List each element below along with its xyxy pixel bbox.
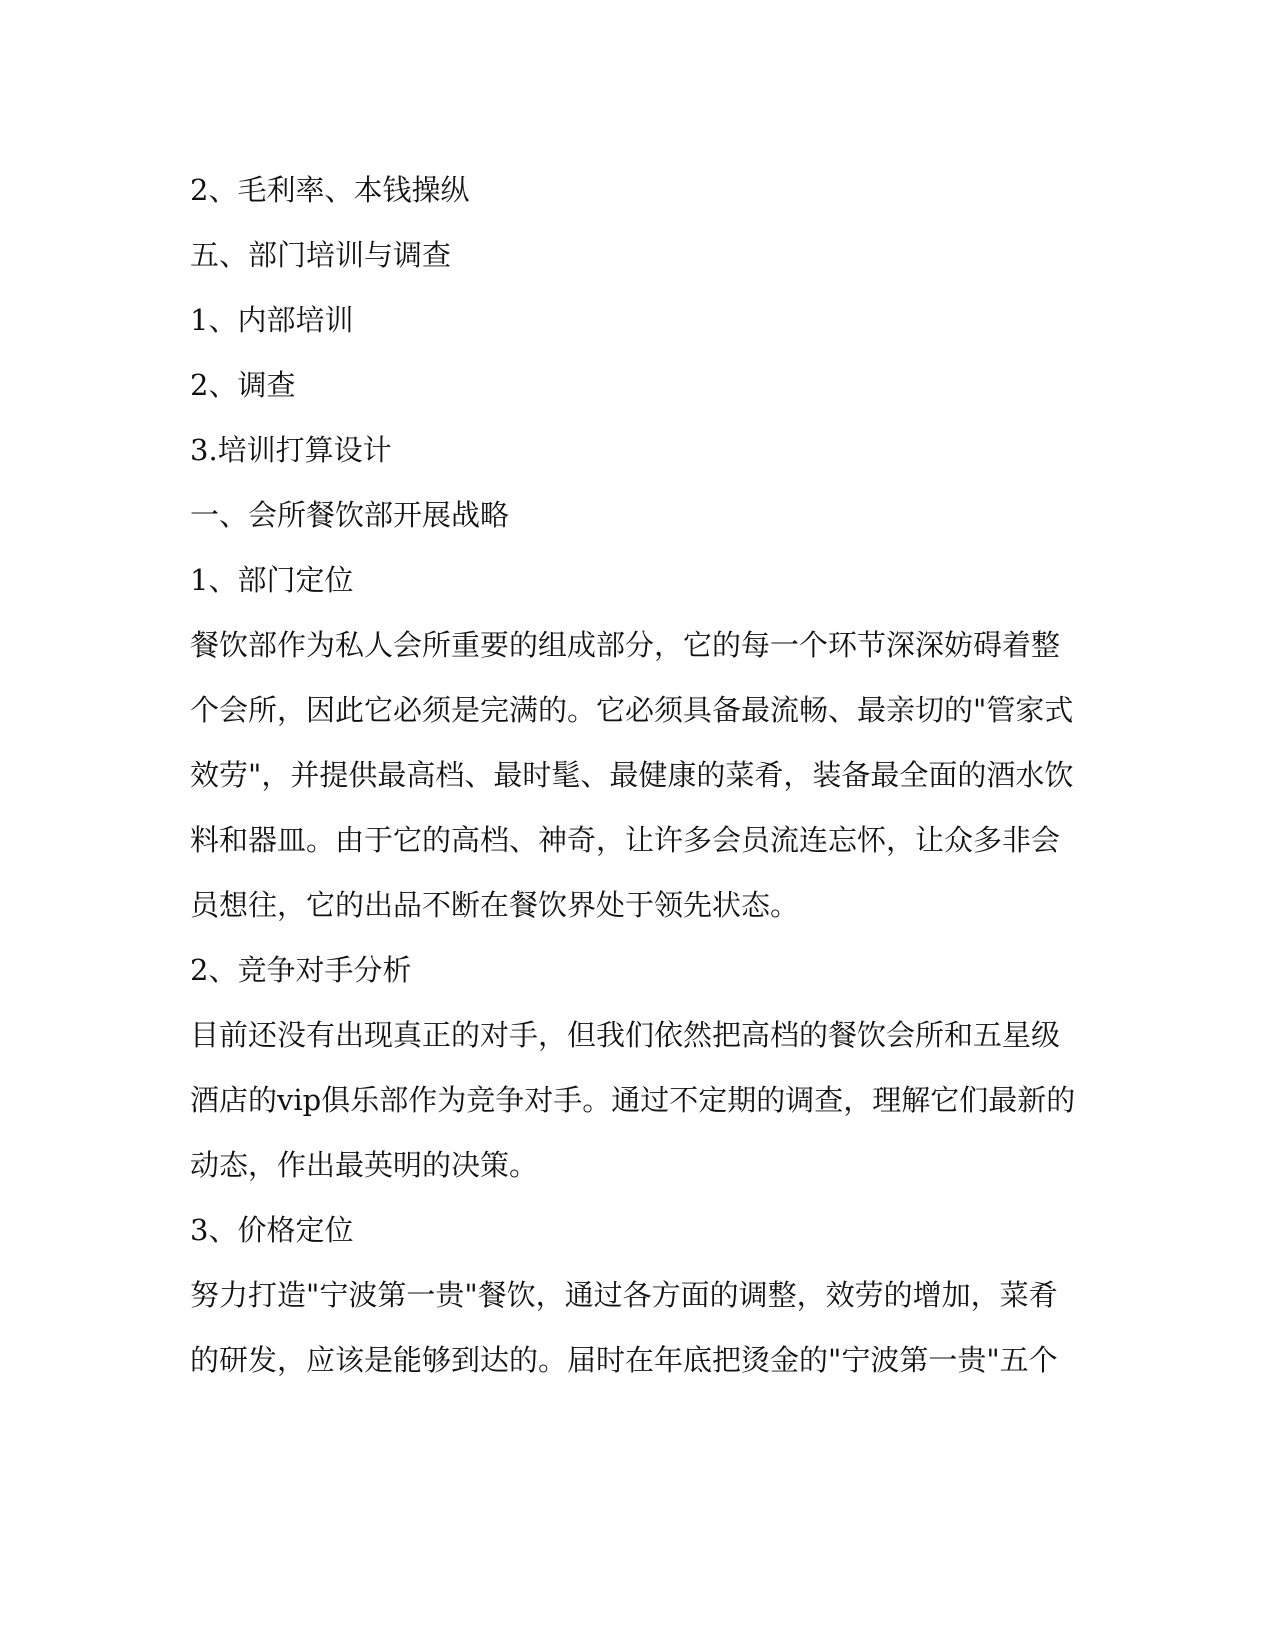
item-training-plan-design: 3.培训打算设计: [190, 433, 392, 467]
paragraph-line: 员想往，它的出品不断在餐饮界处于领先状态。: [190, 888, 800, 922]
paragraph-line: 效劳"，并提供最高档、最时髦、最健康的菜肴，装备最全面的酒水饮: [190, 758, 1074, 792]
paragraph-line: 餐饮部作为私人会所重要的组成部分，它的每一个环节深深妨碍着整: [190, 628, 1061, 662]
item-survey: 2、调查: [190, 368, 296, 402]
heading-section-one-strategy: 一、会所餐饮部开展战略: [190, 498, 510, 532]
paragraph-line: 努力打造"宁波第一贵"餐饮，通过各方面的调整，效劳的增加，菜肴: [190, 1278, 1058, 1312]
paragraph-line: 的研发，应该是能够到达的。届时在年底把烫金的"宁波第一贵"五个: [190, 1343, 1058, 1377]
paragraph-line: 目前还没有出现真正的对手，但我们依然把高档的餐饮会所和五星级: [190, 1018, 1061, 1052]
paragraph-line: 料和器皿。由于它的高档、神奇，让许多会员流连忘怀，让众多非会: [190, 823, 1061, 857]
paragraph-line: 个会所，因此它必须是完满的。它必须具备最流畅、最亲切的"管家式: [190, 693, 1074, 727]
item-department-positioning: 1、部门定位: [190, 563, 354, 597]
document-body: [190, 158, 1090, 1393]
paragraph-line: 动态，作出最英明的决策。: [190, 1148, 539, 1182]
item-gross-margin-cost-control: 2、毛利率、本钱操纵: [190, 173, 470, 207]
paragraph-line: 酒店的vip俱乐部作为竞争对手。通过不定期的调查，理解它们最新的: [190, 1083, 1076, 1117]
item-internal-training: 1、内部培训: [190, 303, 354, 337]
heading-section-five-training-survey: 五、部门培训与调查: [190, 238, 452, 272]
item-price-positioning: 3、价格定位: [190, 1213, 354, 1247]
item-competitor-analysis: 2、竞争对手分析: [190, 953, 412, 987]
